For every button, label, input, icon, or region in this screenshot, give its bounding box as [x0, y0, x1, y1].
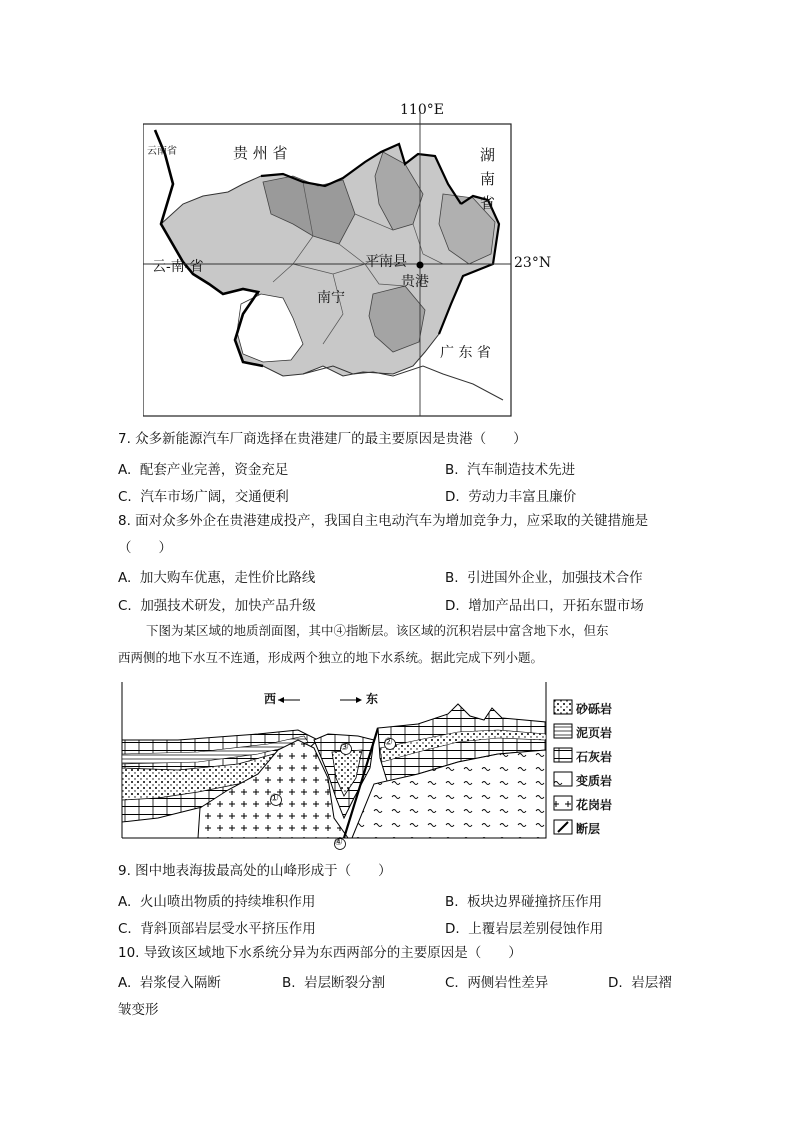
question-8-stem: 8. 面对众多外企在贵港建成投产，我国自主电动汽车为增加竞争力，应采取的关键措施是: [118, 513, 649, 529]
q8-option-d[interactable]: D. 增加产品出口，开拓东盟市场: [445, 598, 644, 614]
legend-conglomerate: 砂砾岩: [576, 702, 613, 716]
legend-shale: 泥页岩: [576, 726, 613, 740]
q10-option-a[interactable]: A. 岩浆侵入隔断: [118, 975, 221, 991]
map-figure: [143, 102, 552, 418]
legend-granite: 花岗岩: [576, 798, 613, 812]
question-9-stem: 9. 图中地表海拔最高处的山峰形成于（ ）: [118, 863, 392, 879]
q7-option-c[interactable]: C. 汽车市场广阔，交通便利: [118, 489, 289, 505]
east-label: 东: [366, 692, 379, 706]
legend-metamorphic: 变质岩: [576, 774, 613, 788]
marker-1: ①: [270, 793, 279, 804]
q7-option-d[interactable]: D. 劳动力丰富且廉价: [445, 489, 577, 505]
q10-option-d[interactable]: D. 岩层褶: [608, 975, 672, 991]
longitude-label: 110°E: [400, 102, 444, 118]
q8-option-a[interactable]: A. 加大购车优惠，走性价比路线: [118, 570, 316, 586]
q8-option-b[interactable]: B. 引进国外企业，加强技术合作: [445, 570, 643, 586]
geologic-section-figure: [118, 678, 628, 854]
question-10-stem: 10. 导致该区域地下水系统分异为东西两部分的主要原因是（ ）: [118, 945, 522, 961]
hunan-label-2: 南: [480, 170, 496, 188]
yunnan-label: 云-南-省: [152, 259, 204, 275]
q10-option-d-wrap: 皱变形: [118, 1002, 159, 1018]
latitude-label: 23°N: [514, 255, 552, 271]
pingnan-label: 平南县: [365, 254, 407, 270]
question-8-stem-cont: （ ）: [118, 540, 172, 556]
marker-4: ④: [334, 837, 343, 848]
guangdong-label: 广 东 省: [440, 345, 491, 361]
marker-2: ②: [384, 737, 393, 748]
q9-option-d[interactable]: D. 上覆岩层差别侵蚀作用: [445, 921, 604, 937]
guigang-label: 贵港: [401, 274, 429, 290]
q10-option-c[interactable]: C. 两侧岩性差异: [445, 975, 549, 991]
q7-option-a[interactable]: A. 配套产业完善，资金充足: [118, 462, 289, 478]
section-intro-line-1: 下图为某区域的地质剖面图，其中④指断层。该区域的沉积岩层中富含地下水，但东: [146, 623, 609, 638]
marker-3: ③: [340, 742, 349, 753]
question-7-stem: 7. 众多新能源汽车厂商选择在贵港建厂的最主要原因是贵港（ ）: [118, 431, 527, 447]
west-label: 西: [264, 692, 277, 706]
nanning-label: 南宁: [317, 290, 345, 306]
q8-option-c[interactable]: C. 加强技术研发，加快产品升级: [118, 598, 316, 614]
yunnan-small-label: 云南省: [147, 146, 177, 157]
hunan-label-1: 湖: [480, 146, 496, 164]
guigang-dot: [417, 262, 424, 269]
q7-option-b[interactable]: B. 汽车制造技术先进: [445, 462, 576, 478]
section-intro-line-2: 西两侧的地下水互不连通，形成两个独立的地下水系统。据此完成下列小题。: [118, 650, 544, 665]
q9-option-a[interactable]: A. 火山喷出物质的持续堆积作用: [118, 894, 316, 910]
q9-option-b[interactable]: B. 板块边界碰撞挤压作用: [445, 894, 603, 910]
hunan-label-3: 省: [480, 194, 496, 212]
legend-fault: 断层: [576, 822, 601, 836]
q9-option-c[interactable]: C. 背斜顶部岩层受水平挤压作用: [118, 921, 316, 937]
q10-option-b[interactable]: B. 岩层断裂分割: [282, 975, 386, 991]
guizhou-label: 贵 州 省: [233, 144, 288, 162]
legend-limestone: 石灰岩: [576, 750, 613, 764]
